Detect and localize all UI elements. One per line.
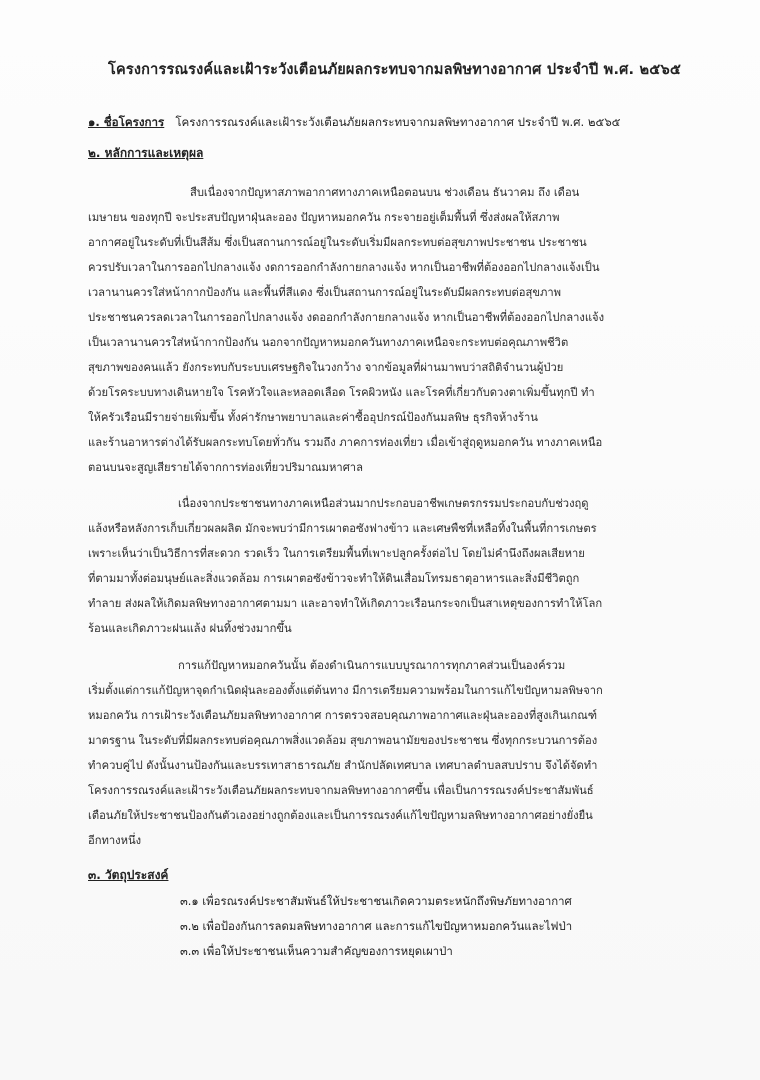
paragraph-line: และร้านอาหารต่างได้รับผลกระทบโดยทั่วกัน รวมถึง ภาคการท่องเที่ยว เมื่อเข้าสู่ฤดูหมอกควัน ทางภาคเหนือ bbox=[88, 436, 603, 449]
paragraph-line: ด้วยโรคระบบทางเดินหายใจ โรคหัวใจและหลอดเลือด โรคผิวหนัง และโรคที่เกี่ยวกับดวงตาเพิ่มขึ้นทุกปี ทำ bbox=[88, 386, 595, 399]
paragraph-line: เตือนภัยให้ประชาชนป้องกันตัวเองอย่างถูกต้องและเป็นการรณรงค์แก้ไขปัญหามลพิษทางอากาศอย่างยั่งยืน bbox=[88, 809, 593, 822]
document-title: โครงการรณรงค์และเฝ้าระวังเตือนภัยผลกระทบจากมลพิษทางอากาศ ประจำปี พ.ศ. ๒๕๖๕ bbox=[108, 62, 682, 78]
paragraph-line: เนื่องจากประชาชนทางภาคเหนือส่วนมากประกอบอาชีพเกษตรกรรมประกอบกับช่วงฤดู bbox=[178, 497, 589, 510]
section-project-name-text: โครงการรณรงค์และเฝ้าระวังเตือนภัยผลกระทบจากมลพิษทางอากาศ ประจำปี พ.ศ. ๒๕๖๕ bbox=[175, 115, 621, 129]
paragraph-line: เมษายน ของทุกปี จะประสบปัญหาฝุ่นละออง ปัญหาหมอกควัน กระจายอยู่เต็มพื้นที่ ซึ่งส่งผลให้สภาพ bbox=[88, 211, 560, 224]
paragraph-line: ทำควบคู่ไป ดังนั้นงานป้องกันและบรรเทาสาธารณภัย สำนักปลัดเทศบาล เทศบาลตำบลสบปราบ จึงได้จัดทำ bbox=[88, 759, 598, 772]
paragraph-line: ตอนบนจะสูญเสียรายได้จากการท่องเที่ยวปริมาณมหาศาล bbox=[88, 461, 363, 474]
objective-item: ๓.๒ เพื่อป้องกันการลดมลพิษทางอากาศ และการแก้ไขปัญหาหมอกควันและไฟป่า bbox=[180, 919, 573, 933]
paragraph-line: การแก้ปัญหาหมอกควันนั้น ต้องดำเนินการแบบบูรณาการทุกภาคส่วนเป็นองค์รวม bbox=[178, 659, 566, 672]
paragraph-line: อากาศอยู่ในระดับที่เป็นสีส้ม ซึ่งเป็นสถานการณ์อยู่ในระดับเริ่มมีผลกระทบต่อสุขภาพประชาชน ประชาชน bbox=[88, 236, 587, 249]
paragraph-line: ทำลาย ส่งผลให้เกิดมลพิษทางอากาศตามมา และอาจทำให้เกิดภาวะเรือนกระจกเป็นสาเหตุของการทำให้โลก bbox=[88, 597, 603, 610]
paragraph-line: สืบเนื่องจากปัญหาสภาพอากาศทางภาคเหนือตอนบน ช่วงเดือน ธันวาคม ถึง เดือน bbox=[190, 186, 580, 199]
section-project-name-heading: ๑. ชื่อโครงการ bbox=[88, 115, 165, 129]
paragraph-line: ที่ตามมาทั้งต่อมนุษย์และสิ่งแวดล้อม การเผาตอซังข้าวจะทำให้ดินเสื่อมโทรมธาตุอาหารและสิ่งมีชีวิตถูก bbox=[88, 572, 580, 585]
objective-item: ๓.๑ เพื่อรณรงค์ประชาสัมพันธ์ให้ประชาชนเกิดความตระหนักถึงพิษภัยทางอากาศ bbox=[180, 894, 572, 908]
paragraph-line: เริ่มตั้งแต่การแก้ปัญหาจุดกำเนิดฝุ่นละอองตั้งแต่ต้นทาง มีการเตรียมความพร้อมในการแก้ไขปัญหามลพิษจาก bbox=[88, 684, 603, 697]
paragraph-line: ควรปรับเวลาในการออกไปกลางแจ้ง งดการออกกำลังกายกลางแจ้ง หากเป็นอาชีพที่ต้องออกไปกลางแจ้งเป็น bbox=[88, 261, 600, 274]
section-rationale-heading: ๒. หลักการและเหตุผล bbox=[88, 146, 204, 160]
paragraph-line: เพราะเห็นว่าเป็นวิธีการที่สะดวก รวดเร็ว ในการเตรียมพื้นที่เพาะปลูกครั้งต่อไป โดยไม่คำนึงถึงผลเสียหาย bbox=[88, 547, 585, 560]
paragraph-line: เป็นเวลานานควรใส่หน้ากากป้องกัน นอกจากปัญหาหมอกควันทางภาคเหนือจะกระทบต่อคุณภาพชีวิต bbox=[88, 336, 569, 349]
section-objectives-heading: ๓. วัตถุประสงค์ bbox=[88, 868, 169, 882]
paragraph-line: มาตรฐาน ในระดับที่มีผลกระทบต่อคุณภาพสิ่งแวดล้อม สุขภาพอนามัยของประชาชน ซึ่งทุกกระบวนการต้อง bbox=[88, 734, 598, 747]
section-project-name bbox=[88, 114, 688, 132]
paragraph-line: สุขภาพของคนแล้ว ยังกระทบกับระบบเศรษฐกิจในวงกว้าง จากข้อมูลที่ผ่านมาพบว่าสถิติจำนวนผู้ป่วย bbox=[88, 361, 564, 374]
objective-item: ๓.๓ เพื่อให้ประชาชนเห็นความสำคัญของการหยุดเผาป่า bbox=[180, 944, 453, 958]
paragraph-line: ร้อนและเกิดภาวะฝนแล้ง ฝนทิ้งช่วงมากขึ้น bbox=[88, 622, 292, 635]
paragraph-line: ประชาชนควรลดเวลาในการออกไปกลางแจ้ง งดออกกำลังกายกลางแจ้ง หากเป็นอาชีพที่ต้องออกไปกลางแจ้ง bbox=[88, 311, 605, 324]
paragraph-line: โครงการรณรงค์และเฝ้าระวังเตือนภัยผลกระทบจากมลพิษทางอากาศขึ้น เพื่อเป็นการรณรงค์ประชาสัมพันธ์ bbox=[88, 784, 594, 797]
paragraph-line: อีกทางหนึ่ง bbox=[88, 834, 142, 847]
paragraph-line: ให้ครัวเรือนมีรายจ่ายเพิ่มขึ้น ทั้งค่ารักษาพยาบาลและค่าซื้ออุปกรณ์ป้องกันมลพิษ ธุรกิจห้างร้าน bbox=[88, 411, 538, 424]
paragraph-line: หมอกควัน การเฝ้าระวังเตือนภัยมลพิษทางอากาศ การตรวจสอบคุณภาพอากาศและฝุ่นละอองที่สูงเกินเกณฑ์ bbox=[88, 709, 597, 722]
paragraph-line: เวลานานควรใส่หน้ากากป้องกัน และพื้นที่สีแดง ซึ่งเป็นสถานการณ์อยู่ในระดับมีผลกระทบต่อสุขภาพ bbox=[88, 286, 561, 299]
paragraph-line: แล้งหรือหลังการเก็บเกี่ยวผลผลิต มักจะพบว่ามีการเผาตอซังฟางข้าว และเศษพืชที่เหลือทิ้งในพื้นที่การเกษตร bbox=[88, 522, 597, 535]
